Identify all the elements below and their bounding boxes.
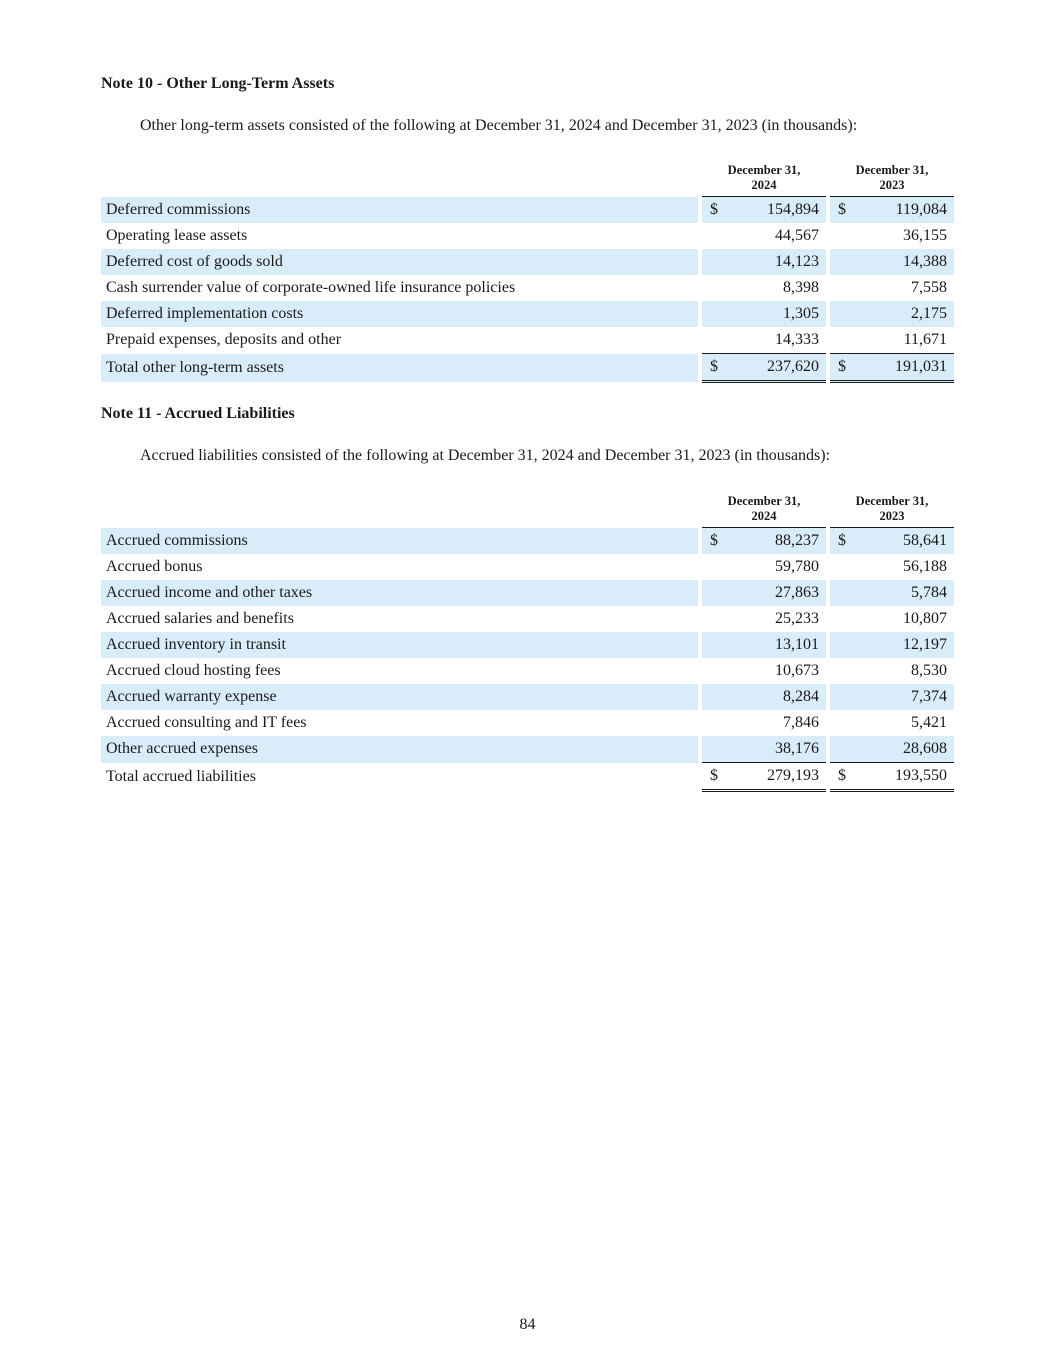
amount-2023: 5,784 xyxy=(852,580,954,606)
table-row xyxy=(101,710,954,736)
note-11-intro: Accrued liabilities consisted of the following at December 31, 2024 and December 31, 2023 (in thousands): xyxy=(140,447,831,464)
row-label: Accrued commissions xyxy=(101,528,698,555)
currency-symbol xyxy=(702,327,724,354)
row-label: Deferred commissions xyxy=(101,197,698,224)
currency-symbol xyxy=(702,606,724,632)
row-label: Accrued cloud hosting fees xyxy=(106,662,281,679)
currency-symbol xyxy=(830,606,852,632)
currency-symbol xyxy=(830,249,852,275)
currency-symbol xyxy=(702,223,724,249)
currency-symbol xyxy=(830,580,852,606)
table-row xyxy=(101,223,954,249)
currency-symbol xyxy=(702,736,724,763)
amount-2023: 36,155 xyxy=(903,227,947,244)
amount-2023: 14,388 xyxy=(852,249,954,275)
currency-symbol xyxy=(830,658,852,684)
currency-symbol xyxy=(702,301,724,327)
currency-symbol xyxy=(830,275,852,301)
amount-2023: 191,031 xyxy=(852,354,954,382)
row-label: Cash surrender value of corporate-owned life insurance policies xyxy=(106,279,516,296)
currency-symbol xyxy=(702,580,724,606)
row-label: Deferred implementation costs xyxy=(101,301,698,327)
table-row xyxy=(101,580,954,606)
amount-2024: 25,233 xyxy=(775,610,819,627)
currency-symbol: $ xyxy=(830,528,852,555)
row-label: Total accrued liabilities xyxy=(106,767,256,785)
amount-2024: 27,863 xyxy=(724,580,826,606)
amount-2023: 193,550 xyxy=(852,763,954,791)
amount-2024: 44,567 xyxy=(775,227,819,244)
amount-2023: 12,197 xyxy=(852,632,954,658)
currency-symbol xyxy=(830,554,852,580)
column-header-2024: December 31, 2024 xyxy=(702,494,826,528)
table-row xyxy=(101,275,954,301)
amount-2023: 28,608 xyxy=(852,736,954,763)
page-number: 84 xyxy=(519,1316,536,1333)
table-row xyxy=(101,684,954,710)
table-row xyxy=(101,327,954,354)
other-long-term-assets-table xyxy=(101,163,954,383)
amount-2023: 119,084 xyxy=(852,197,954,224)
total-row xyxy=(101,354,954,382)
row-label: Accrued inventory in transit xyxy=(101,632,698,658)
amount-2024: 7,846 xyxy=(783,714,819,731)
note-11-title: Note 11 - Accrued Liabilities xyxy=(101,405,295,422)
amount-2024: 8,398 xyxy=(783,279,819,296)
amount-2023: 56,188 xyxy=(903,558,947,575)
currency-symbol xyxy=(830,684,852,710)
note-10-title: Note 10 - Other Long-Term Assets xyxy=(101,75,335,92)
row-label: Total other long-term assets xyxy=(101,354,698,382)
amount-2024: 88,237 xyxy=(724,528,826,555)
row-label: Operating lease assets xyxy=(106,227,248,244)
amount-2024: 1,305 xyxy=(724,301,826,327)
amount-2023: 7,374 xyxy=(852,684,954,710)
table-row xyxy=(101,197,954,224)
table-row xyxy=(101,301,954,327)
column-header-2024: December 31, 2024 xyxy=(702,163,826,197)
note-10-intro: Other long-term assets consisted of the following at December 31, 2024 and December 31, 2023 (in thousands): xyxy=(140,117,858,134)
table-header-row xyxy=(101,163,954,197)
row-label: Other accrued expenses xyxy=(101,736,698,763)
currency-symbol xyxy=(830,736,852,763)
row-label: Accrued bonus xyxy=(106,558,203,575)
amount-2023: 2,175 xyxy=(852,301,954,327)
row-label: Accrued warranty expense xyxy=(101,684,698,710)
total-row xyxy=(101,763,954,791)
currency-symbol: $ xyxy=(830,354,852,382)
currency-symbol xyxy=(702,658,724,684)
currency-symbol: $ xyxy=(702,354,724,382)
currency-symbol xyxy=(702,554,724,580)
table-row xyxy=(101,606,954,632)
table-header-row xyxy=(101,494,954,528)
table-row xyxy=(101,249,954,275)
amount-2024: 14,333 xyxy=(724,327,826,354)
amount-2024: 13,101 xyxy=(724,632,826,658)
amount-2024: 154,894 xyxy=(724,197,826,224)
amount-2024: 237,620 xyxy=(724,354,826,382)
currency-symbol xyxy=(830,223,852,249)
amount-2024: 10,673 xyxy=(775,662,819,679)
column-header-2023: December 31, 2023 xyxy=(830,163,954,197)
row-label: Accrued income and other taxes xyxy=(101,580,698,606)
amount-2023: 58,641 xyxy=(852,528,954,555)
row-label: Prepaid expenses, deposits and other xyxy=(106,331,342,349)
table-row xyxy=(101,658,954,684)
table-row xyxy=(101,736,954,763)
row-label: Deferred cost of goods sold xyxy=(101,249,698,275)
amount-2024: 59,780 xyxy=(775,558,819,575)
row-label: Accrued consulting and IT fees xyxy=(106,714,307,731)
currency-symbol: $ xyxy=(702,528,724,555)
currency-symbol xyxy=(702,275,724,301)
currency-symbol xyxy=(702,710,724,736)
currency-symbol xyxy=(702,632,724,658)
currency-symbol xyxy=(830,301,852,327)
table-row xyxy=(101,632,954,658)
currency-symbol xyxy=(830,632,852,658)
amount-2023: 10,807 xyxy=(903,610,947,627)
currency-symbol: $ xyxy=(702,763,724,791)
currency-symbol xyxy=(830,327,852,354)
amount-2023: 7,558 xyxy=(911,279,947,296)
row-label: Accrued salaries and benefits xyxy=(106,610,294,627)
column-header-2023: December 31, 2023 xyxy=(830,494,954,528)
accrued-liabilities-table xyxy=(101,494,954,792)
table-row xyxy=(101,528,954,555)
currency-symbol xyxy=(702,249,724,275)
table-row xyxy=(101,554,954,580)
currency-symbol: $ xyxy=(702,197,724,224)
currency-symbol xyxy=(702,684,724,710)
amount-2024: 38,176 xyxy=(724,736,826,763)
amount-2023: 8,530 xyxy=(911,662,947,679)
amount-2023: 5,421 xyxy=(911,714,947,731)
currency-symbol: $ xyxy=(830,197,852,224)
currency-symbol xyxy=(830,710,852,736)
amount-2023: 11,671 xyxy=(852,327,954,354)
amount-2024: 279,193 xyxy=(724,763,826,791)
amount-2024: 8,284 xyxy=(724,684,826,710)
amount-2024: 14,123 xyxy=(724,249,826,275)
currency-symbol: $ xyxy=(830,763,852,791)
